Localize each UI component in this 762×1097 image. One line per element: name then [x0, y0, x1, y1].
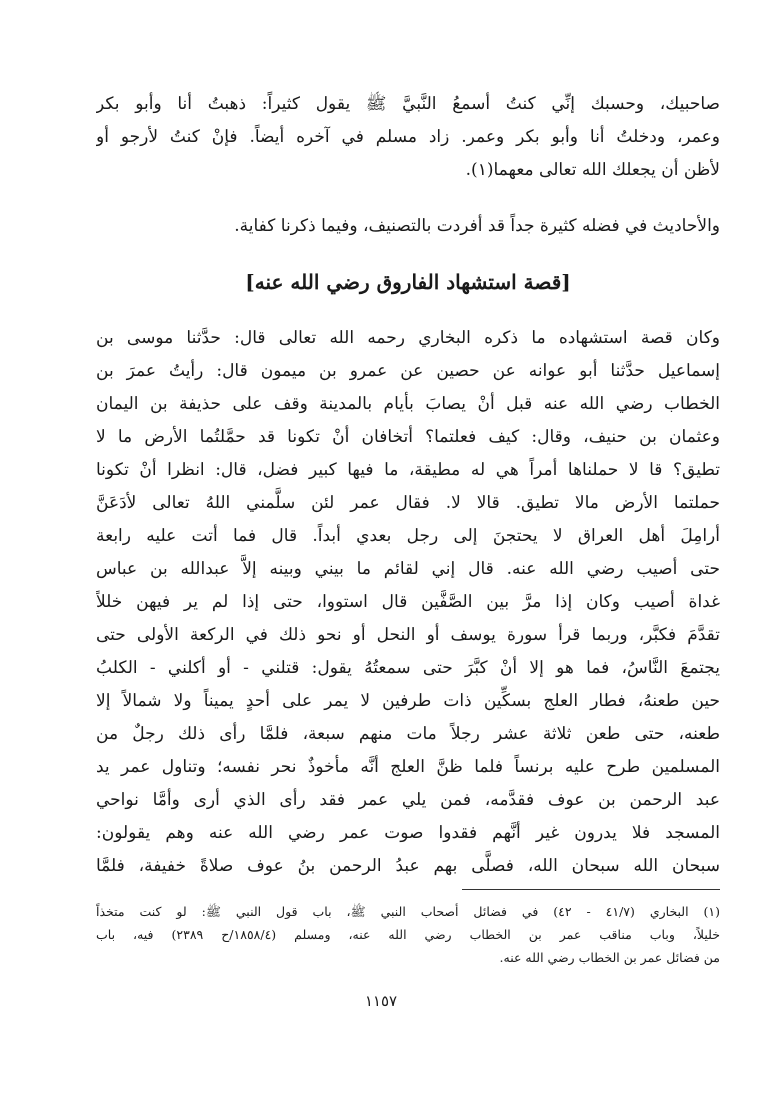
- text-line: غداة أصيب وكان إذا مرَّ بين الصَّفَّين قال استووا، حتى إذا لم ير فيهن خللاً: [96, 592, 720, 612]
- text-line: سبحان الله سبحان الله، فصلَّى بهم عبدُ الرحمن بنُ عوف صلاةً خفيفة، فلمَّا: [96, 856, 720, 876]
- text-line: أرامِلَ أهل العراق لا يحتجنَ إلى رجل بعدي أبداً. قال فما أتت عليه رابعة: [96, 526, 720, 546]
- page-number: ١١٥٧: [364, 992, 398, 1010]
- text-line: وعثمان بن حنيف، وقال: كيف فعلتما؟ أتخافان أنْ تكونا قد حمَّلتُما الأرض ما لا: [96, 427, 720, 447]
- text-line: صاحبيك، وحسبك إنِّي كنتُ أسمعُ النَّبيَّ ﷺ يقول كثيراً: ذهبتُ أنا وأبو بكر: [96, 94, 720, 114]
- text-line: وكان قصة استشهاده ما ذكره البخاري رحمه الله تعالى قال: حدَّثنا موسى بن: [96, 328, 720, 348]
- intro-paragraph: [96, 88, 720, 187]
- text-line: يجتمعَ النَّاسُ، فما هو إلا أنْ كبَّرَ حتى سمعتُهُ يقول: قتلني - أو أكلني - الكلبُ: [96, 658, 720, 678]
- text-line: المسلمين طرح عليه برنساً فلما ظنَّ العلج أنَّه مأخوذٌ نحر نفسه؛ وتناول عمر يد: [96, 757, 720, 777]
- text-line: الخطاب رضي الله عنه قبل أنْ يصابَ بأيام بالمدينة وقف على حذيفة بن اليمان: [96, 394, 720, 414]
- hadith-paragraph: [96, 210, 720, 243]
- text-line: حين طعنهُ، فطار العلج بسكِّين ذات طرفين لا يمر على أحدٍ يميناً ولا شمالاً إلا: [96, 691, 720, 711]
- text-line: حملتما الأرض مالا تطيق. قالا لا. فقال عمر لئن سلَّمني اللهُ تعالى لأدَعَنَّ: [96, 493, 720, 513]
- footnotes: [96, 900, 720, 969]
- text-line: لأظن أن يجعلك الله تعالى معهما(١).: [465, 160, 720, 180]
- narrative-paragraph: [96, 322, 720, 883]
- text-line: تطيق؟ قا لا حملناها أمراً هي له مطيقة، ما فيها كبير فضل، قال: انظرا أنْ تكونا: [96, 460, 720, 480]
- section-heading: [قصة استشهاد الفاروق رضي الله عنه]: [245, 270, 571, 294]
- footnote-line: خليلاً، وباب مناقب عمر بن الخطاب رضي الله عنه، ومسلم (١٨٥٨/٤/ح ٢٣٨٩) فيه، باب: [96, 927, 720, 942]
- footnote-divider: [462, 889, 720, 890]
- text-line: تقدَّمَ فكبَّر، وربما قرأ سورة يوسف أو النحل أو نحو ذلك في الركعة الأولى حتى: [96, 625, 720, 645]
- text-line: المسجد فلا يدرون غير أنَّهم فقدوا صوت عمر رضي الله عنه وهم يقولون:: [96, 823, 720, 843]
- text-line: حتى أصيب رضي الله عنه. قال إني لقائم ما بيني وبينه إلاَّ عبدالله بن عباس: [96, 559, 720, 579]
- text-line: عبد الرحمن بن عوف فقدَّمه، فمن يلي عمر فقد رأى الذي أرى وأمَّا نواحي: [96, 790, 720, 810]
- text-line: وعمر، ودخلتُ أنا وأبو بكر وعمر. زاد مسلم في آخره أيضاً. فإنْ كنتُ لأرجو أو: [96, 127, 720, 147]
- text-line: إسماعيل حدَّثنا أبو عوانه عن حصين عن عمرو بن ميمون قال: رأيتُ عمرَ بن: [96, 361, 720, 381]
- text-line: والأحاديث في فضله كثيرة جداً قد أفردت بالتصنيف، وفيما ذكرنا كفاية.: [234, 216, 720, 236]
- footnote-line: (١) البخاري (٤١/٧ - ٤٢) في فضائل أصحاب النبي ﷺ، باب قول النبي ﷺ: لو كنت متخذاً: [96, 904, 720, 919]
- footnote-line: من فضائل عمر بن الخطاب رضي الله عنه.: [499, 950, 720, 965]
- text-line: طعنه، حتى طعن ثلاثة عشر رجلاً مات منهم سبعة، فلمَّا رأى ذلك رجلٌ من: [96, 724, 720, 744]
